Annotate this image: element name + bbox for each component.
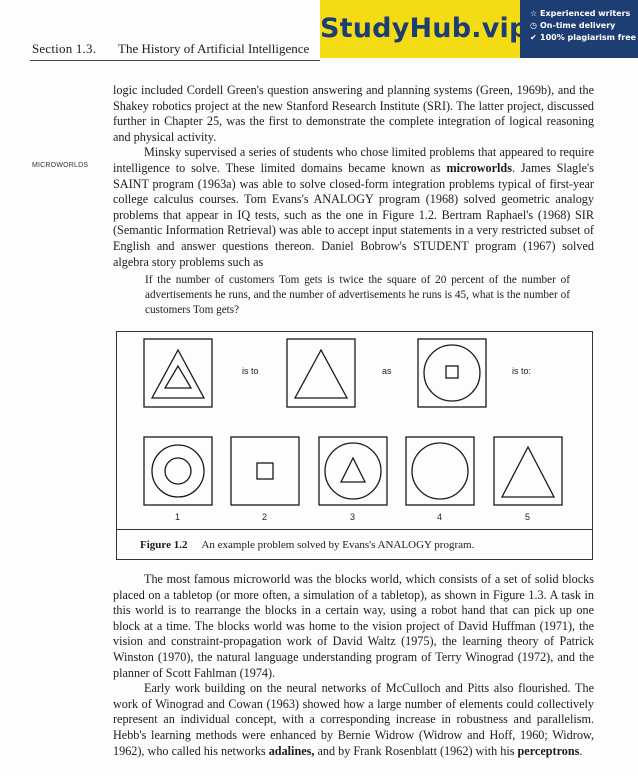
option-1-inner-circle: [165, 458, 191, 484]
option-2-box: [231, 437, 299, 505]
section-number: Section 1.3.: [32, 41, 97, 56]
option-3-triangle: [341, 458, 365, 482]
body-text-bottom: [113, 572, 594, 759]
option-label-1: 1: [175, 512, 181, 522]
margin-note-microworlds: MICROWORLDS: [32, 162, 89, 169]
option-1-box: [144, 437, 212, 505]
label-as: as: [382, 366, 392, 376]
option-1-outer-circle: [152, 445, 204, 497]
term-adalines: adalines,: [268, 743, 315, 758]
figure-a-outer-triangle: [152, 350, 204, 398]
figure-c-box: [418, 339, 486, 407]
figure-b-triangle: [295, 350, 347, 398]
paragraph-3: The most famous microworld was the blocks world, which consists of a set of solid blocks placed on a tabletop (or more often, a simulation of a tabletop), as shown in Figure 1.3. A task in this world is to rearrange the blocks in a certain way, using a robot hand that can pick up one block at a time. The blocks world was home to the vision project of David Huffman (1971), the vision and constraint-propagation work of David Waltz (1975), the learning theory of Patrick Winston (1970), the natural language understanding program of Terry Winograd (1972), and the planner of Scott Fahlman (1974).: [113, 572, 594, 680]
paragraph-1: logic included Cordell Green's question answering and planning systems (Green, 1969b), and the Shakey robotics project at the new Stanford Research Institute (SRI). The latter project, discussed further in Chapter 25, was the first to demonstrate the complete integration of logical reasoning and physical activity.: [113, 83, 594, 144]
figure-caption-text: An example problem solved by Evans's ANALOGY program.: [201, 539, 475, 551]
option-4-circle: [412, 443, 468, 499]
clock-icon: ◷: [530, 21, 537, 30]
paragraph-2: Minsky supervised a series of students who chose limited problems that appeared to require intelligence to solve. These limited domains became known as microworlds. James Slagle's SAINT program (1963a) was able to solve closed-form integration problems typical of first-year college calculus courses. Tom Evans's ANALOGY program (1968) solved geometric analogy problems that appear in IQ tests, such as the one in Figure 1.2. Bertram Raphael's (1968) SIR (Semantic Information Retrieval) was able to accept input statements in a very restricted subset of English and answer questions thereon. Daniel Bobrow's STUDENT program (1967) solved algebra story problems such as: [113, 145, 594, 269]
figure-c-circle: [424, 345, 480, 401]
label-is-to: is to: [242, 366, 259, 376]
option-5-triangle: [502, 447, 554, 497]
option-label-3: 3: [350, 512, 356, 522]
student-problem-quote: If the number of customers Tom gets is twice the square of 20 percent of the number of advertisements he runs, and the number of advertisements he runs is 45, what is the number of customers Tom gets?: [145, 274, 570, 316]
option-3-box: [319, 437, 387, 505]
figure-c-square: [446, 366, 458, 378]
option-3-circle: [325, 443, 381, 499]
option-label-5: 5: [525, 512, 531, 522]
label-is-to-colon: is to:: [512, 366, 532, 376]
feature-plagiarism-free: ✔ 100% plagiarism free: [530, 33, 637, 42]
check-icon: ✔: [530, 33, 537, 42]
term-microworlds: microworlds: [446, 160, 512, 175]
paragraph-4: Early work building on the neural networks of McCulloch and Pitts also flourished. The work of Winograd and Cowan (1963) showed how a large number of elements could collectively represent an individual concept, with a corresponding increase in robustness and parallelism. Hebb's learning methods were enhanced by Bernie Widrow (Widrow and Hoff, 1960; Widrow, 1962), who called his networks adalines, and by Frank Rosenblatt (1962) with his perceptrons.: [113, 681, 594, 758]
running-header-title: The History of Artificial Intelligence: [118, 41, 310, 56]
feature-experienced-writers: ☆ Experienced writers: [530, 9, 631, 18]
figure-a-inner-triangle: [165, 366, 191, 388]
option-4-box: [406, 437, 474, 505]
star-icon: ☆: [530, 9, 538, 18]
figure-caption: [140, 539, 474, 551]
term-perceptrons: perceptrons: [517, 743, 580, 758]
option-label-2: 2: [262, 512, 268, 522]
feature-on-time-delivery: ◷ On-time delivery: [530, 21, 616, 30]
studyhub-logo[interactable]: StudyHub.vip: [320, 0, 520, 58]
figure-caption-label: Figure 1.2: [140, 539, 188, 551]
option-2-square: [257, 463, 273, 479]
option-label-4: 4: [437, 512, 443, 522]
